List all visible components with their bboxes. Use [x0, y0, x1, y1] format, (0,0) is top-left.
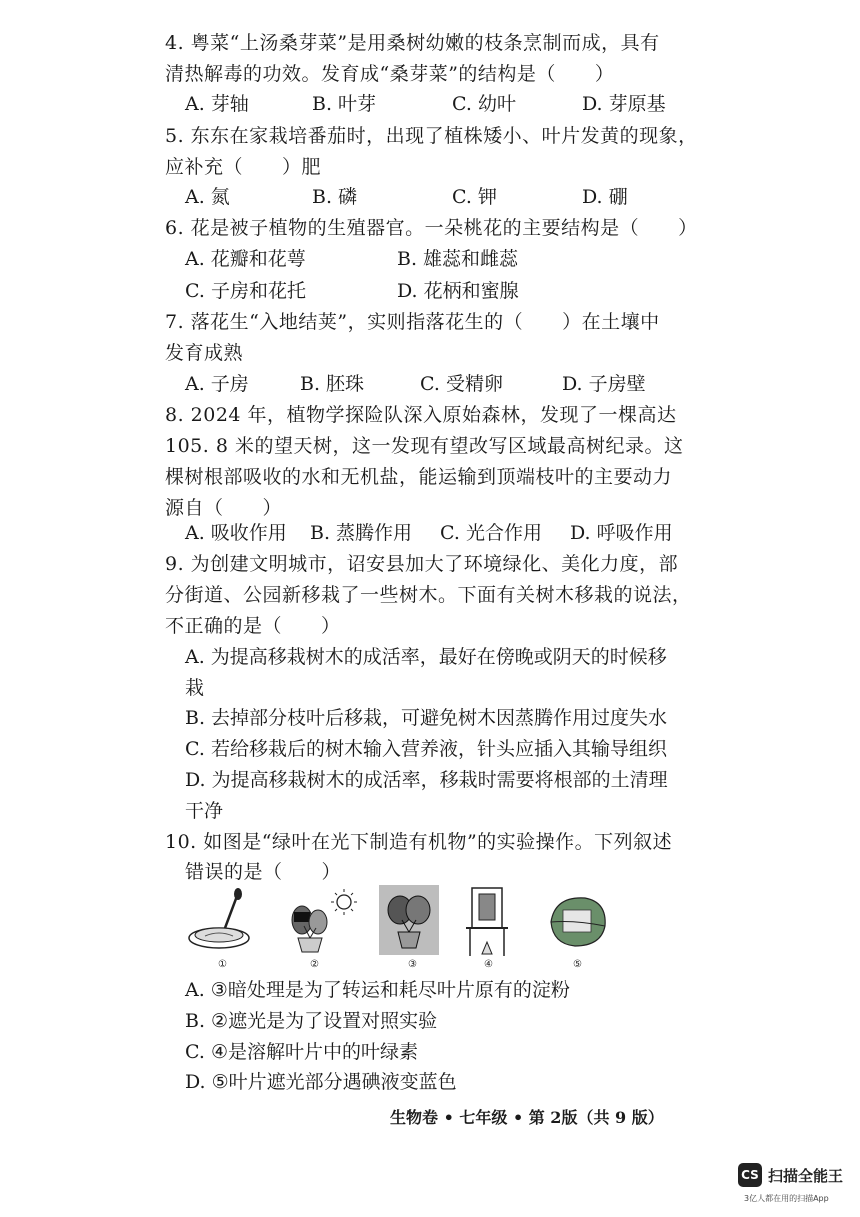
q9-stem-line1: 9. 为创建文明城市，诏安县加大了环境绿化、美化力度，部: [165, 553, 679, 575]
figure-plant-in-dark: [378, 884, 440, 956]
q4-option-d: D. 芽原基: [582, 93, 666, 115]
q4-option-c: C. 幼叶: [452, 93, 516, 115]
figure-petri-dish-dropper: [185, 886, 255, 956]
q5-option-c: C. 钾: [452, 186, 497, 208]
q4-option-a: A. 芽轴: [185, 93, 249, 115]
q8-option-a: A. 吸收作用: [185, 522, 287, 544]
figure-label-3: ③: [408, 959, 417, 970]
figure-label-2: ②: [310, 959, 319, 970]
q8-stem-line4: 源自（ ）: [165, 497, 283, 519]
q8-option-c: C. 光合作用: [440, 522, 542, 544]
q10-option-a: A. ③暗处理是为了转运和耗尽叶片原有的淀粉: [185, 979, 570, 1001]
q6-option-d: D. 花柄和蜜腺: [397, 280, 519, 302]
q9-option-c: C. 若给移栽后的树木输入营养液，针头应插入其输导组织: [185, 738, 667, 760]
q9-option-d-line2: 干净: [185, 800, 224, 822]
q6-stem-line1: 6. 花是被子植物的生殖器官。一朵桃花的主要结构是（ ）: [165, 217, 698, 239]
watermark-subtitle: 3亿人都在用的扫描App: [744, 1194, 829, 1203]
q7-option-d: D. 子房壁: [562, 373, 646, 395]
q8-stem-line3: 棵树根部吸收的水和无机盐，能运输到顶端枝叶的主要动力: [165, 466, 673, 488]
q10-option-b: B. ②遮光是为了设置对照实验: [185, 1010, 438, 1032]
q8-option-b: B. 蒸腾作用: [310, 522, 413, 544]
q7-option-c: C. 受精卵: [420, 373, 503, 395]
q9-option-b: B. 去掉部分枝叶后移栽，可避免树木因蒸腾作用过度失水: [185, 707, 668, 729]
q9-option-a-line1: A. 为提高移栽树木的成活率，最好在傍晚或阴天的时候移: [185, 646, 667, 668]
q7-option-a: A. 子房: [185, 373, 249, 395]
q7-stem-line2: 发育成熟: [165, 342, 244, 364]
figure-label-1: ①: [218, 959, 227, 970]
q8-stem-line2: 105. 8 米的望天树，这一发现有望改写区域最高树纪录。这: [165, 435, 684, 457]
q10-stem-line2: 错误的是（ ）: [185, 861, 342, 883]
q8-option-d: D. 呼吸作用: [570, 522, 673, 544]
q7-stem-line1: 7. 落花生“入地结荚”，实则指落花生的（ ）在土壤中: [165, 311, 660, 333]
figure-label-5: ⑤: [573, 959, 582, 970]
q9-option-d-line1: D. 为提高移栽树木的成活率，移栽时需要将根部的土清理: [185, 769, 668, 791]
page-footer: 生物卷 • 七年级 • 第 2版（共 9 版）: [390, 1108, 664, 1127]
q4-option-b: B. 叶芽: [312, 93, 377, 115]
figure-plant-with-foil-and-sun: [280, 886, 360, 956]
q9-option-a-line2: 栽: [185, 677, 205, 699]
q6-option-c: C. 子房和花托: [185, 280, 306, 302]
watermark-title: 扫描全能王: [768, 1167, 844, 1185]
figure-leaf-iodine-test: [545, 892, 611, 950]
q6-option-a: A. 花瓣和花萼: [185, 248, 306, 270]
q8-stem-line1: 8. 2024 年，植物学探险队深入原始森林，发现了一棵高达: [165, 404, 677, 426]
q7-option-b: B. 胚珠: [300, 373, 365, 395]
figure-label-4: ④: [484, 959, 493, 970]
q4-stem-line2: 清热解毒的功效。发育成“桑芽菜”的结构是（ ）: [165, 63, 615, 85]
q10-option-d: D. ⑤叶片遮光部分遇碘液变蓝色: [185, 1071, 457, 1093]
q9-stem-line2: 分街道、公园新移栽了一些树木。下面有关树木移栽的说法，: [165, 584, 692, 606]
q9-stem-line3: 不正确的是（ ）: [165, 615, 341, 637]
q10-stem-line1: 10. 如图是“绿叶在光下制造有机物”的实验操作。下列叙述: [165, 831, 673, 853]
figure-water-bath-heating: [462, 884, 512, 958]
q5-option-d: D. 硼: [582, 186, 628, 208]
q5-stem-line1: 5. 东东在家栽培番茄时，出现了植株矮小、叶片发黄的现象，: [165, 125, 698, 147]
camscanner-logo-icon: CS: [738, 1163, 762, 1187]
q5-option-b: B. 磷: [312, 186, 358, 208]
q4-stem-line1: 4. 粤菜“上汤桑芽菜”是用桑树幼嫩的枝条烹制而成，具有: [165, 32, 660, 54]
q5-option-a: A. 氮: [185, 186, 230, 208]
q10-option-c: C. ④是溶解叶片中的叶绿素: [185, 1041, 418, 1063]
q6-option-b: B. 雄蕊和雌蕊: [397, 248, 519, 270]
q5-stem-line2: 应补充（ ）肥: [165, 156, 322, 178]
